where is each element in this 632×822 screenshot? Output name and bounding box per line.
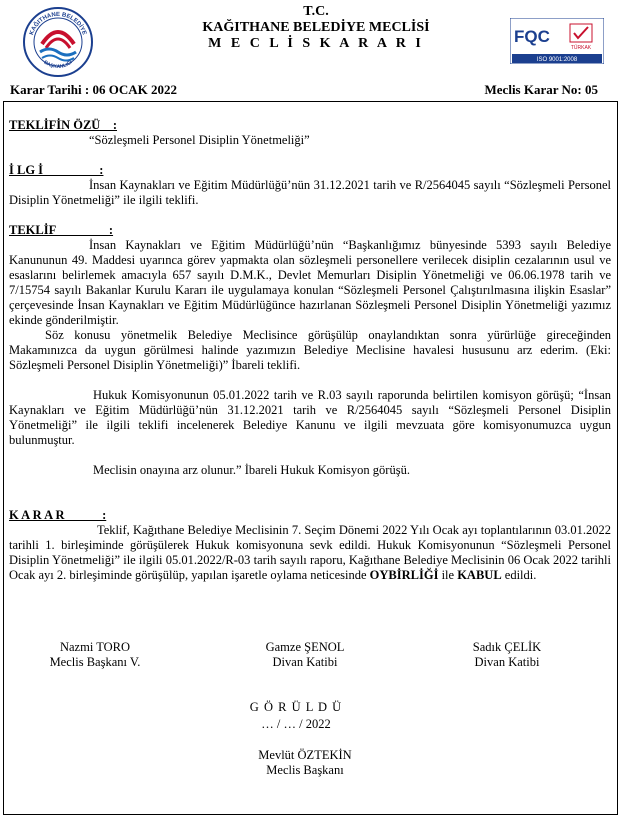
karar-text-mid: ile [438, 568, 458, 582]
mayor-title: Meclis Başkanı [266, 763, 344, 777]
header-line-1: T.C. [303, 4, 329, 19]
teklif-section [9, 223, 611, 478]
teklif-heading: TEKLİF : [9, 223, 114, 237]
mayor-name: Mevlüt ÖZTEKİN [258, 748, 352, 762]
teklif-ozu-section [9, 118, 611, 148]
document-body [9, 118, 611, 583]
karar-text-end: edildi. [501, 568, 537, 582]
teklif-paragraph-3: Hukuk Komisyonunun 05.01.2022 tarih ve R.03 sayılı raporunda belirtilen komisyon görüşü; “İnsan Kaynakları ve Eğitim Müdürlüğü’nün 31.12.2021 tarih ve R/2564045 sayılı “Sözleşmeli Personel Disiplin Yönetmeliği” ile ilgili teklifi incelenerek Belediye Kanunu ve ilgili mevzuata göre komisyonumuzca uygun bulunmuştur. [9, 388, 611, 447]
cert-turkak-text: TÜRKAK [570, 45, 592, 51]
teklif-paragraph-2: Söz konusu yönetmelik Belediye Meclisince görüşülüp onaylandıktan sonra yürürlüğe gireceğinden Makamınızca da uygun görülmesi halinde yazımızın Belediye Meclisine havalesi hususunu arz ederim. (Eki: Sözleşmeli Personel Disiplin Yönetmeliği)” İbareli teklifi. [9, 328, 611, 372]
karar-text [9, 523, 611, 583]
ilgi-section [9, 163, 611, 208]
karar-heading: K A R A R : [9, 508, 107, 522]
karar-unanimous: OYBİRLİĞİ [369, 568, 439, 582]
signature-block [250, 640, 360, 670]
signature-block [452, 640, 562, 670]
signature-title: Divan Katibi [272, 655, 338, 669]
karar-section [9, 508, 611, 583]
teklif-paragraph-4: Meclisin onayına arz olunur.” İbareli Hukuk Komisyon görüşü. [93, 463, 410, 477]
certification-logos-icon [510, 18, 604, 64]
teklif-ozu-text: “Sözleşmeli Personel Disiplin Yönetmeliği” [89, 133, 310, 147]
signature-name: Gamze ŞENOL [265, 640, 345, 654]
teklif-paragraph-1: İnsan Kaynakları ve Eğitim Müdürlüğü’nün “Başkanlığımız bünyesinde 5393 sayılı Belediye Kanununun 49. Maddesi uyarınca görev yapmakta olan sözleşmeli personellere verilecek disiplin cezalarının usul ve esaslarını belirlemek amacıyla 657 sayılı D.M.K., Devlet Memurları Disiplin Yönetmeliği ve 06.06.1978 tarih ve 7/15754 sayılı Bakanlar Kurulu Kararı ile uygulamaya konulan “Sözleşmeli Personel Çalıştırılmasına ilişkin Esaslar” çerçevesinde İnsan Kaynakları ve Eğitim Müdürlüğünce hazırlanan Sözleşmeli Personel Disiplin Yönetmeliği yazımız ekinde gönderilmiştir. [9, 238, 611, 327]
document-header [0, 0, 632, 80]
mayor-signature-block [240, 748, 370, 778]
signature-name: Sadık ÇELİK [472, 640, 542, 654]
goruldu-block [236, 700, 356, 732]
logo-bottom-text: BAŞKANLIĞI [42, 59, 74, 71]
karar-text-main: Teklif, Kağıthane Belediye Meclisinin 7. Seçim Dönemi 2022 Yılı Ocak ayı toplantılarının 03.01.2022 tarihli 1. birleşiminde görüşülerek Hukuk komisyonuna sevk edildi. Hukuk Komisyonunun “Sözleşmeli Personel Disiplin Yönetmeliği” ile ilgili 05.01.2022/R-03 tarih sayılı raporu, Kağıthane Belediye Meclisinin 06 Ocak 2022 tarihli Ocak ayı 2. birleşiminde görüşülüp, yapılan işaretle oylama neticesinde [9, 523, 611, 582]
logo-top-text: KAĞITHANE BELEDİYE [29, 11, 87, 36]
header-line-2: KAĞITHANE BELEDİYE MECLİSİ [202, 20, 430, 35]
decision-number: Meclis Karar No: 05 [484, 82, 598, 97]
cert-iso-text: ISO 9001:2008 [536, 57, 578, 63]
karar-accepted: KABUL [457, 568, 502, 582]
goruldu-heading: G Ö R Ü L D Ü [249, 700, 343, 714]
signature-title: Divan Katibi [474, 655, 540, 669]
decision-date: Karar Tarihi : 06 OCAK 2022 [10, 82, 177, 97]
signature-name: Nazmi TORO [59, 640, 131, 654]
signature-title: Meclis Başkanı V. [49, 655, 141, 669]
ilgi-heading: İ LG İ : [9, 163, 104, 177]
teklif-ozu-heading: TEKLİFİN ÖZÜ : [9, 118, 118, 132]
signature-block [40, 640, 150, 670]
decision-meta [10, 82, 598, 98]
ilgi-text: İnsan Kaynakları ve Eğitim Müdürlüğü’nün 31.12.2021 tarih ve R/2564045 sayılı “Sözleşmeli Personel Disiplin Yönetmeliği” ile ilgili teklifi. [9, 178, 611, 207]
goruldu-date: … / … / 2022 [261, 717, 331, 731]
header-line-3: M E C L İ S K A R A R I [208, 36, 424, 51]
cert-fqc-text: FQC [514, 27, 550, 46]
